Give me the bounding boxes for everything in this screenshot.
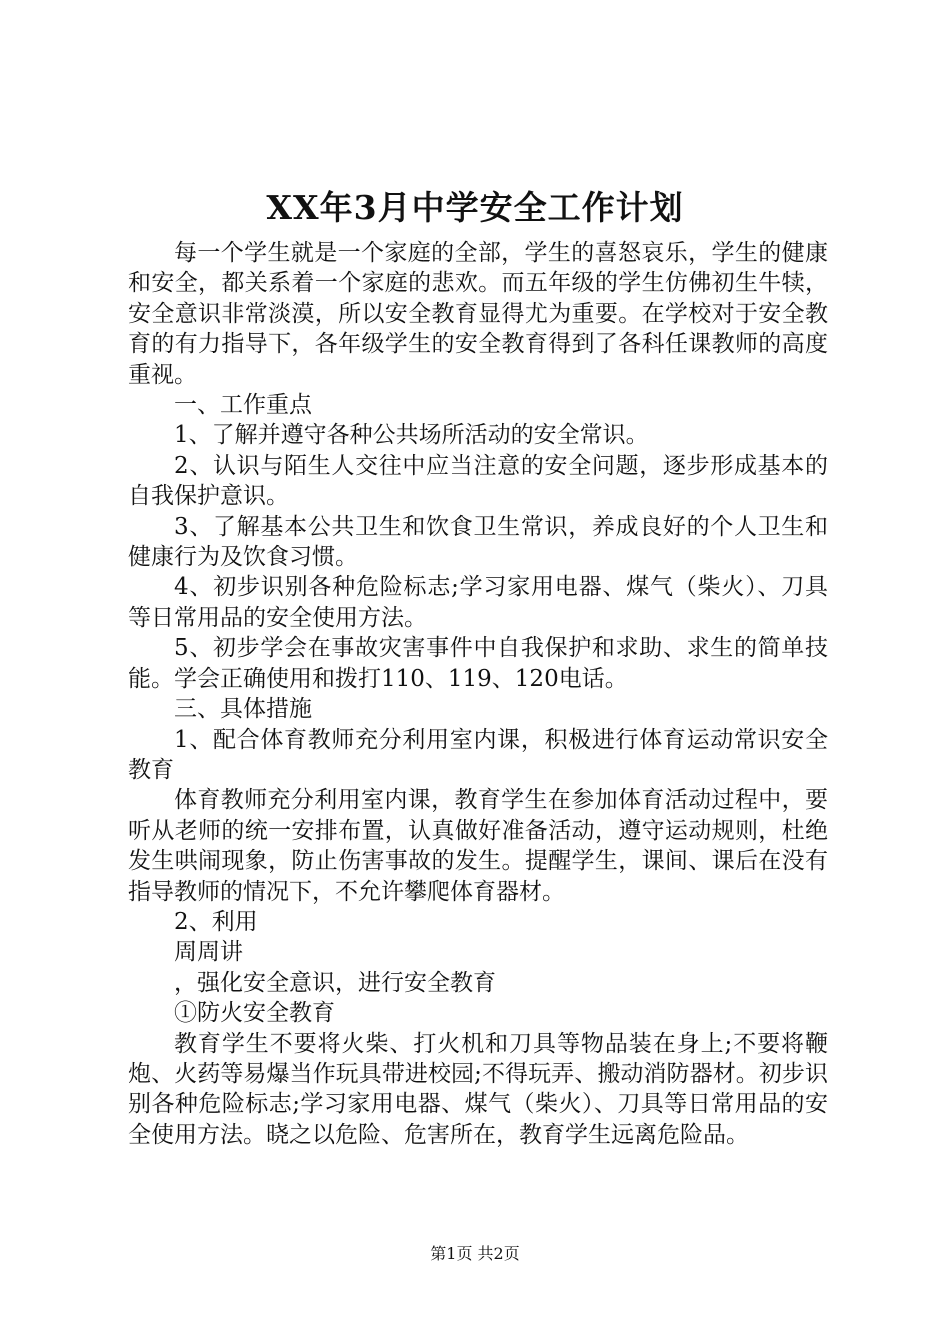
list-item: 1、了解并遵守各种公共场所活动的安全常识。	[174, 422, 649, 449]
list-item: 4、初步识别各种危险标志;学习家用电器、煤气（柴火）、刀具等日常用品的安全使用方法。	[128, 574, 828, 631]
fire-safety-paragraph: 教育学生不要将火柴、打火机和刀具等物品装在身上;不要将鞭炮、火药等易爆当作玩具带进校园;不得玩弄、搬动消防器材。初步识别各种危险标志;学习家用电器、煤气（柴火）、刀具等日常用品的安全使用方法。晓之以危险、危害所在，教育学生远离危险品。	[128, 1030, 828, 1148]
intro-paragraph: 每一个学生就是一个家庭的全部，学生的喜怒哀乐，学生的健康和安全，都关系着一个家庭的悲欢。而五年级的学生仿佛初生牛犊，安全意识非常淡漠，所以安全教育显得尤为重要。在学校对于安全教育的有力指导下，各年级学生的安全教育得到了各科任课教师的高度重视。	[128, 240, 828, 388]
measure-item-fragment: 周周讲	[174, 939, 243, 966]
list-item: 5、初步学会在事故灾害事件中自我保护和求助、求生的简单技能。学会正确使用和拨打110、119、120电话。	[128, 635, 828, 692]
section-heading-measures: 三、具体措施	[174, 696, 312, 723]
list-item: 3、了解基本公共卫生和饮食卫生常识，养成良好的个人卫生和健康行为及饮食习惯。	[128, 513, 828, 571]
subsection-heading-fire-safety: ①防火安全教育	[174, 1000, 335, 1027]
list-item: 2、认识与陌生人交往中应当注意的安全问题，逐步形成基本的自我保护意识。	[128, 452, 828, 510]
document-body	[128, 238, 828, 1150]
measure-item-fragment: ，强化安全意识，进行安全教育	[174, 969, 496, 996]
measure-item: 1、配合体育教师充分利用室内课，积极进行体育运动常识安全教育	[128, 726, 828, 783]
page-footer: 第1页 共2页	[430, 1244, 520, 1263]
measure-item: 2、利用	[174, 908, 258, 935]
section-heading-work-focus: 一、工作重点	[174, 392, 312, 419]
measure-paragraph: 体育教师充分利用室内课，教育学生在参加体育活动过程中，要听从老师的统一安排布置，认真做好准备活动，遵守运动规则，杜绝发生哄闹现象，防止伤害事故的发生。提醒学生，课间、课后在没有指导教师的情况下，不允许攀爬体育器材。	[128, 787, 828, 905]
document-title: XX年3月中学安全工作计划	[266, 188, 684, 227]
